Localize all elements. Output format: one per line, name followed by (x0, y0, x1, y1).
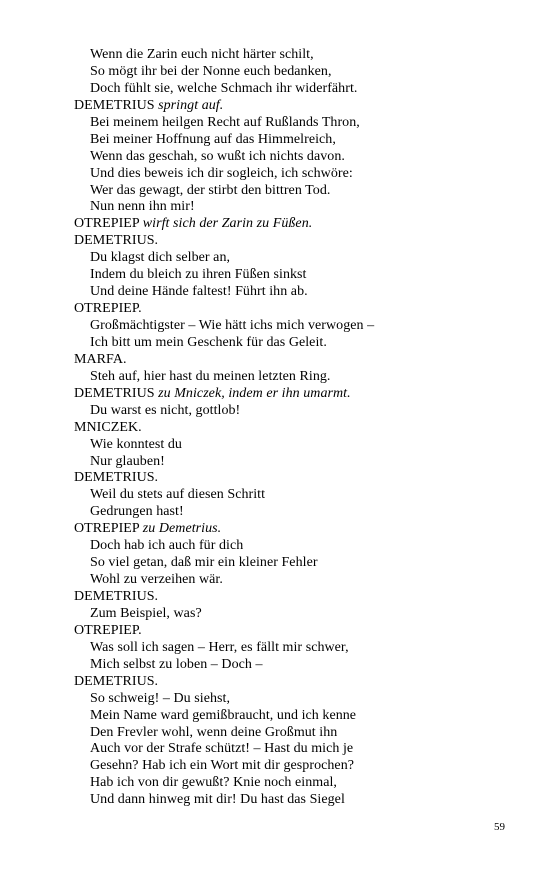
speaker-name: OTREPIEP (74, 521, 140, 537)
verse-line (74, 437, 514, 454)
verse-text: Nur glauben! (90, 453, 165, 469)
verse-line (74, 775, 514, 792)
verse-line (74, 183, 514, 200)
verse-line (74, 741, 514, 758)
verse-text: Auch vor der Strafe schützt! – Hast du mich je (90, 741, 354, 757)
speaker-line (74, 216, 514, 233)
speaker-name: DEMETRIUS. (74, 470, 159, 486)
verse-line (74, 64, 514, 81)
verse-line (74, 454, 514, 471)
verse-line (74, 725, 514, 742)
verse-text: Und dann hinweg mit dir! Du hast das Siegel (90, 792, 345, 808)
verse-text: Großmächtigster – Wie hätt ichs mich verwogen – (90, 318, 375, 333)
verse-line (74, 657, 514, 674)
verse-line (74, 708, 514, 725)
verse-line (74, 403, 514, 420)
verse-line (74, 166, 514, 183)
verse-line (74, 81, 514, 98)
verse-text: Gesehn? Hab ich ein Wort mit dir gesprochen? (90, 758, 355, 774)
verse-line (74, 792, 514, 809)
verse-text: Indem du bleich zu ihren Füßen sinkst (90, 267, 307, 283)
verse-text: Doch hab ich auch für dich (90, 538, 244, 554)
verse-text: Mein Name ward gemißbraucht, und ich kenne (90, 707, 357, 723)
verse-line (74, 335, 514, 352)
speaker-line (74, 386, 514, 403)
speaker-line (74, 470, 514, 487)
verse-line (74, 284, 514, 301)
verse-text: Steh auf, hier hast du meinen letzten Ring. (90, 368, 331, 384)
stage-direction: springt auf. (158, 97, 224, 113)
speaker-line (74, 98, 514, 115)
page-number: 59 (494, 821, 505, 833)
verse-text: Hab ich von dir gewußt? Knie noch einmal, (90, 775, 337, 791)
speaker-name: DEMETRIUS (74, 97, 155, 113)
verse-line (74, 369, 514, 386)
verse-text: Bei meinem heilgen Recht auf Rußlands Thron, (90, 114, 360, 130)
verse-line (74, 606, 514, 623)
speaker-name: OTREPIEP. (74, 301, 142, 317)
stage-direction: wirft sich der Zarin zu Füßen. (142, 216, 313, 232)
verse-line (74, 115, 514, 132)
verse-text: Zum Beispiel, was? (90, 605, 202, 621)
verse-line (74, 504, 514, 521)
verse-line (74, 47, 514, 64)
speaker-line (74, 233, 514, 250)
verse-text: Wie konntest du (90, 436, 182, 452)
speaker-name: DEMETRIUS. (74, 673, 159, 689)
speaker-line (74, 521, 514, 538)
verse-text: Was soll ich sagen – Herr, es fällt mir schwer, (90, 639, 349, 655)
speaker-line (74, 623, 514, 640)
verse-line (74, 555, 514, 572)
speaker-name: DEMETRIUS. (74, 589, 159, 604)
verse-text: Doch fühlt sie, welche Schmach ihr widerfährt. (90, 80, 358, 96)
verse-line (74, 132, 514, 149)
verse-line (74, 199, 514, 216)
verse-text: Wenn die Zarin euch nicht härter schilt, (90, 47, 314, 62)
verse-line (74, 149, 514, 166)
verse-line (74, 318, 514, 335)
verse-line (74, 250, 514, 267)
verse-text: Wenn das geschah, so wußt ich nichts davon. (90, 148, 345, 164)
verse-text: Und deine Hände faltest! Führt ihn ab. (90, 284, 308, 300)
drama-text (74, 47, 514, 809)
verse-text: So viel getan, daß mir ein kleiner Fehler (90, 555, 318, 571)
speaker-name: MNICZEK. (74, 419, 142, 435)
verse-text: Ich bitt um mein Geschenk für das Geleit. (90, 334, 327, 350)
verse-text: Bei meiner Hoffnung auf das Himmelreich, (90, 131, 336, 147)
speaker-name: OTREPIEP. (74, 622, 142, 638)
verse-text: So schweig! – Du siehst, (90, 690, 231, 706)
verse-line (74, 487, 514, 504)
verse-text: Wohl zu verzeihen wär. (90, 572, 223, 588)
verse-text: Du warst es nicht, gottlob! (90, 402, 241, 418)
verse-line (74, 572, 514, 589)
verse-text: Gedrungen hast! (90, 504, 184, 520)
speaker-line (74, 301, 514, 318)
verse-text: Du klagst dich selber an, (90, 250, 231, 266)
verse-text: Nun nenn ihn mir! (90, 199, 195, 215)
verse-line (74, 640, 514, 657)
verse-line (74, 758, 514, 775)
verse-text: Mich selbst zu loben – Doch – (90, 656, 263, 672)
speaker-name: OTREPIEP (74, 216, 140, 232)
verse-text: Weil du stets auf diesen Schritt (90, 487, 266, 503)
verse-text: Und dies beweis ich dir sogleich, ich schwöre: (90, 165, 353, 181)
verse-text: So mögt ihr bei der Nonne euch bedanken, (90, 63, 332, 79)
speaker-name: DEMETRIUS (74, 385, 155, 401)
verse-line (74, 267, 514, 284)
stage-direction: zu Mniczek, indem er ihn umarmt. (158, 385, 351, 401)
verse-text: Den Frevler wohl, wenn deine Großmut ihn (90, 724, 338, 740)
speaker-line (74, 352, 514, 369)
speaker-line (74, 420, 514, 437)
verse-line (74, 691, 514, 708)
speaker-line (74, 674, 514, 691)
verse-line (74, 538, 514, 555)
speaker-name: MARFA. (74, 351, 127, 367)
stage-direction: zu Demetrius. (142, 521, 222, 537)
speaker-name: DEMETRIUS. (74, 233, 159, 249)
verse-text: Wer das gewagt, der stirbt den bittren Tod. (90, 182, 331, 198)
speaker-line (74, 589, 514, 606)
